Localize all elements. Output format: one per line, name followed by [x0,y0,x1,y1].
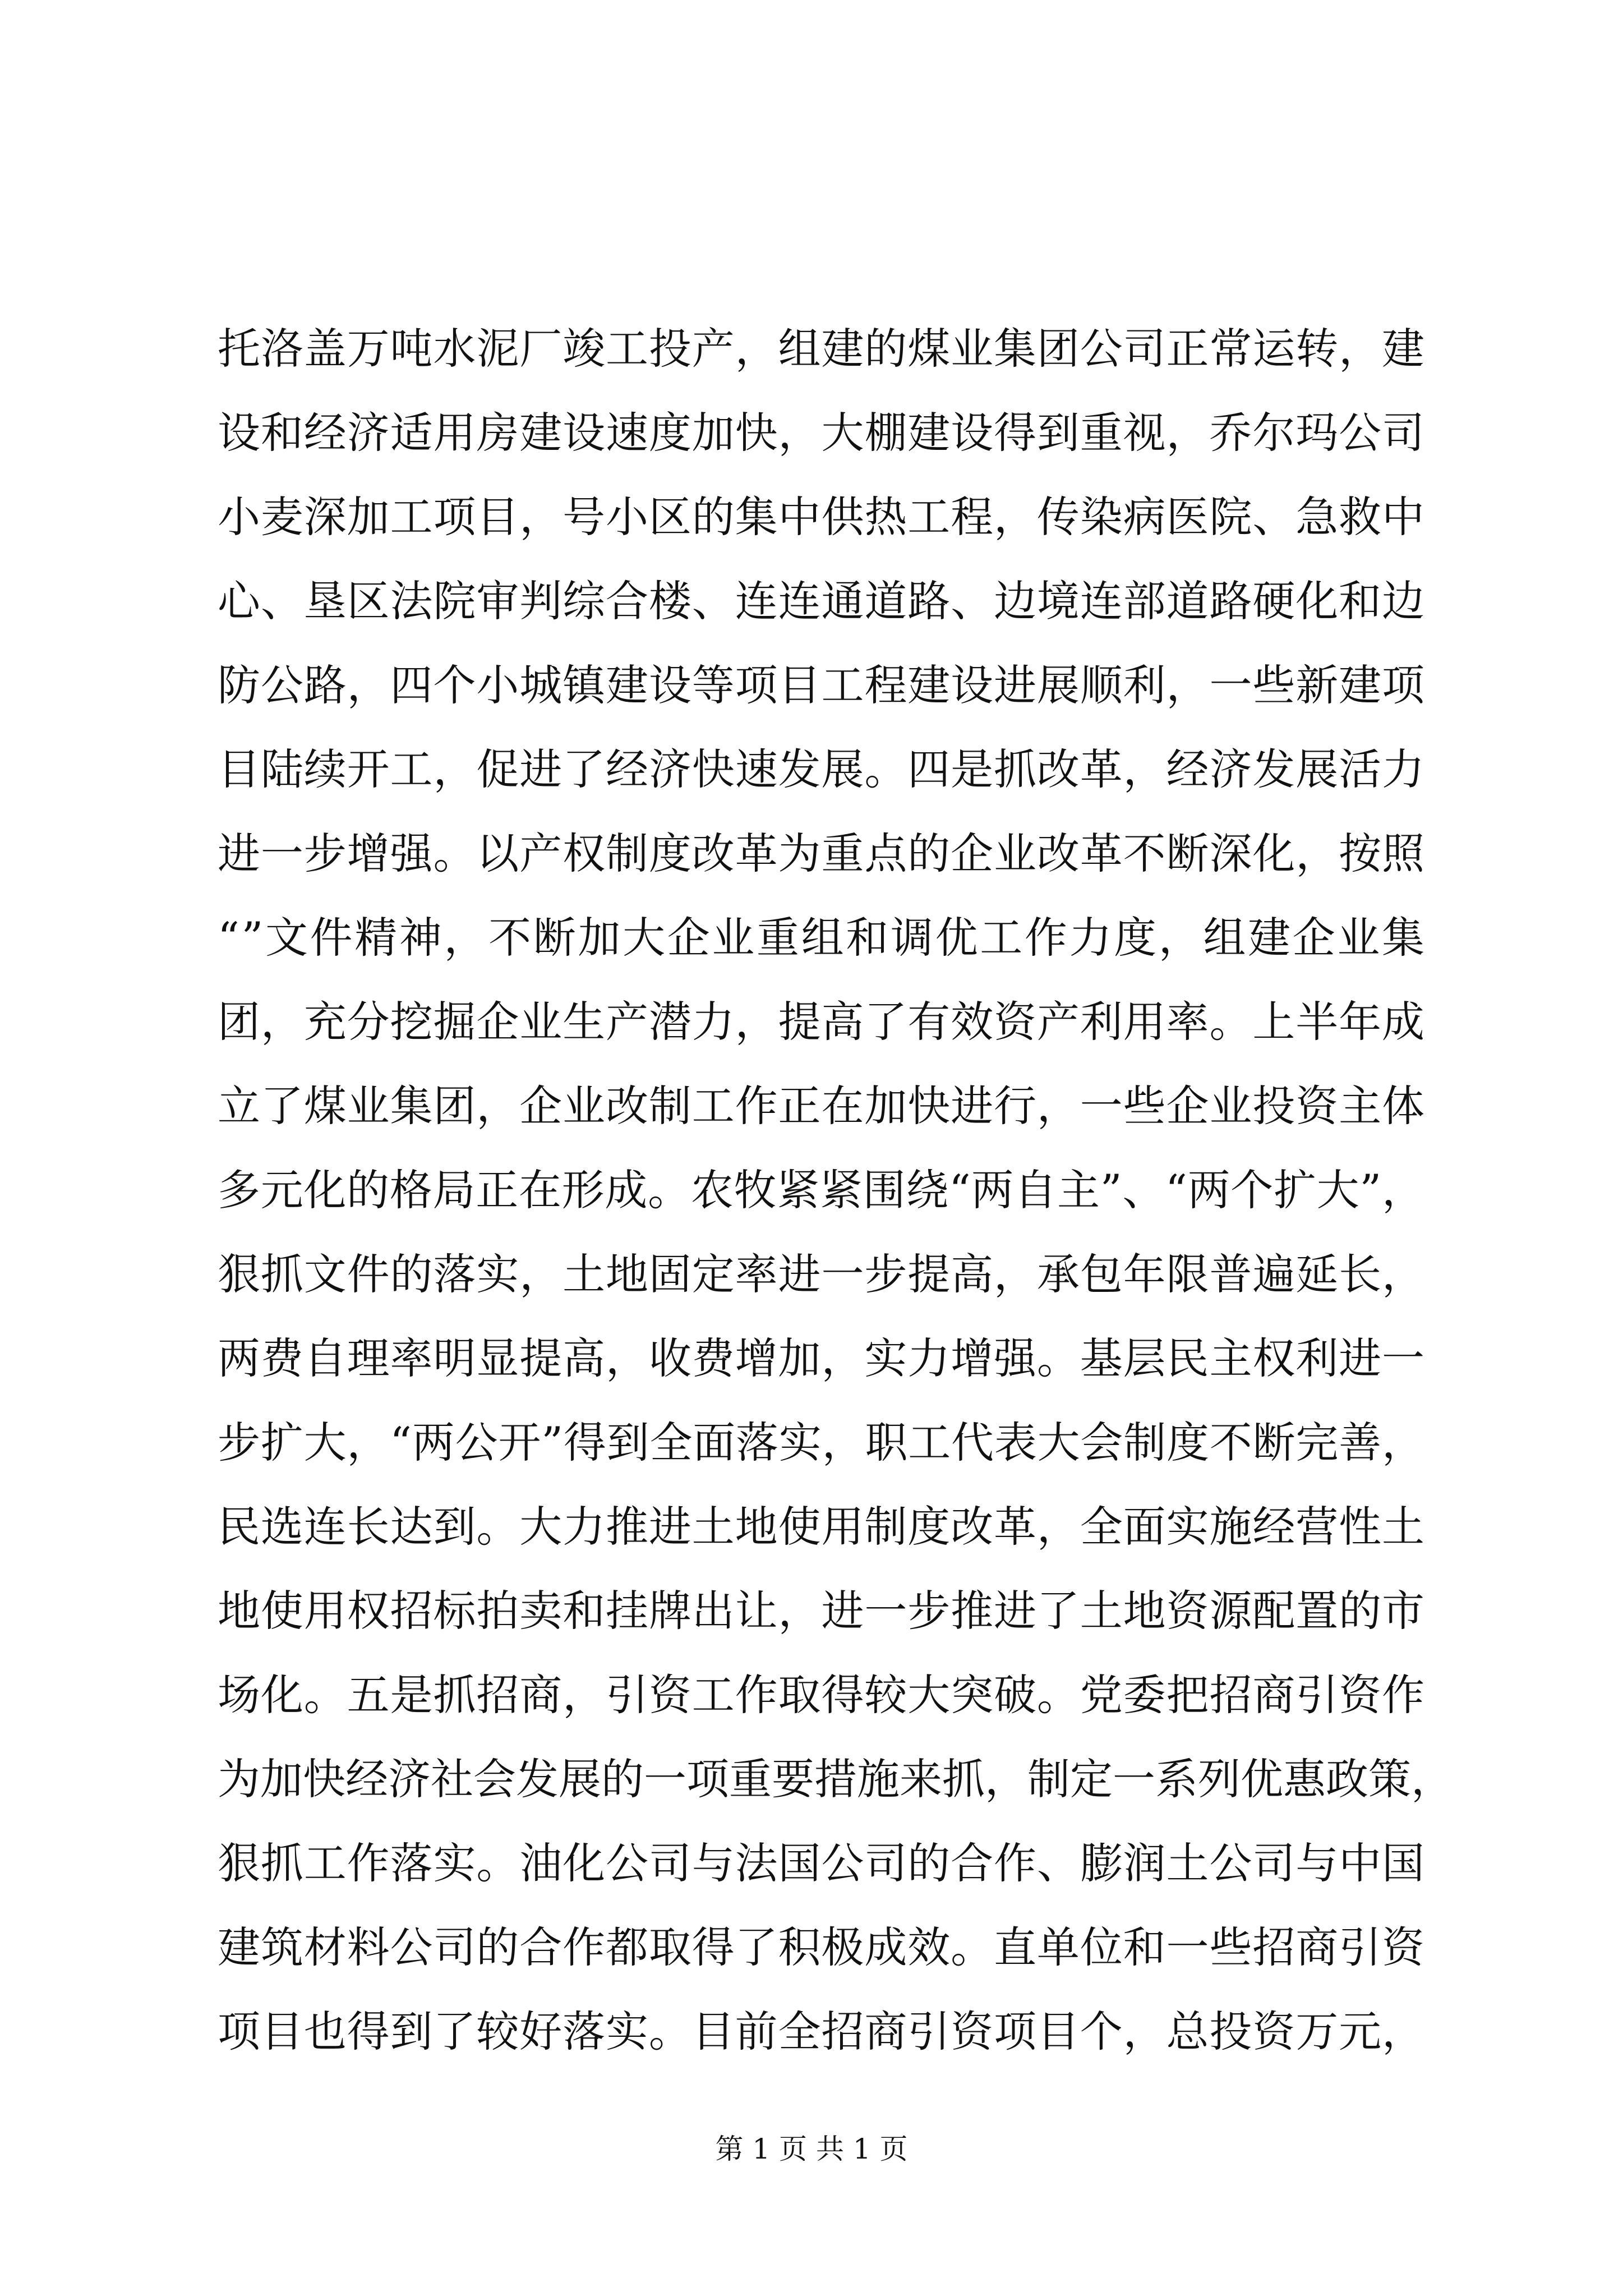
text-line: “”文件精神，不断加大企业重组和调优工作力度，组建企业集 [218,913,1427,963]
text-line: 为加快经济社会发展的一项重要措施来抓，制定一系列优惠政策， [218,1754,1454,1804]
text-line: 场化。五是抓招商，引资工作取得较大突破。党委把招商引资作 [218,1670,1425,1720]
text-line: 步扩大，“两公开”得到全面落实，职工代表大会制度不断完善， [218,1418,1425,1467]
text-line: 进一步增强。以产权制度改革为重点的企业改革不断深化，按照 [218,829,1425,878]
text-line: 设和经济适用房建设速度加快，大棚建设得到重视，乔尔玛公司 [218,408,1425,458]
text-line: 两费自理率明显提高，收费增加，实力增强。基层民主权利进一 [218,1333,1425,1383]
text-line: 团，充分挖掘企业生产潜力，提高了有效资产利用率。上半年成 [218,997,1425,1047]
text-line: 托洛盖万吨水泥厂竣工投产，组建的煤业集团公司正常运转，建 [218,324,1425,374]
text-line: 立了煤业集团，企业改制工作正在加快进行，一些企业投资主体 [218,1081,1425,1131]
text-line: 目陆续开工，促进了经济快速发展。四是抓改革，经济发展活力 [218,744,1425,794]
text-line: 小麦深加工项目，号小区的集中供热工程，传染病医院、急救中 [218,492,1425,542]
text-line: 狠抓文件的落实，土地固定率进一步提高，承包年限普遍延长， [218,1249,1425,1299]
text-line: 项目也得到了较好落实。目前全招商引资项目个，总投资万元， [218,2007,1425,2056]
body-text [218,307,1454,2074]
text-line: 建筑材料公司的合作都取得了积极成效。直单位和一些招商引资 [218,1922,1425,1972]
text-line: 狠抓工作落实。油化公司与法国公司的合作、膨润土公司与中国 [218,1838,1425,1888]
text-line: 民选连长达到。大力推进土地使用制度改革，全面实施经营性土 [218,1502,1425,1552]
text-line: 多元化的格局正在形成。农牧紧紧围绕“两自主”、“两个扩大”， [218,1165,1425,1215]
text-line: 地使用权招标拍卖和挂牌出让，进一步推进了土地资源配置的市 [218,1586,1425,1636]
page-number-footer: 第 1 页 共 1 页 [715,2133,908,2165]
text-line: 防公路，四个小城镇建设等项目工程建设进展顺利，一些新建项 [218,660,1425,710]
text-line: 心、垦区法院审判综合楼、连连通道路、边境连部道路硬化和边 [218,576,1425,626]
